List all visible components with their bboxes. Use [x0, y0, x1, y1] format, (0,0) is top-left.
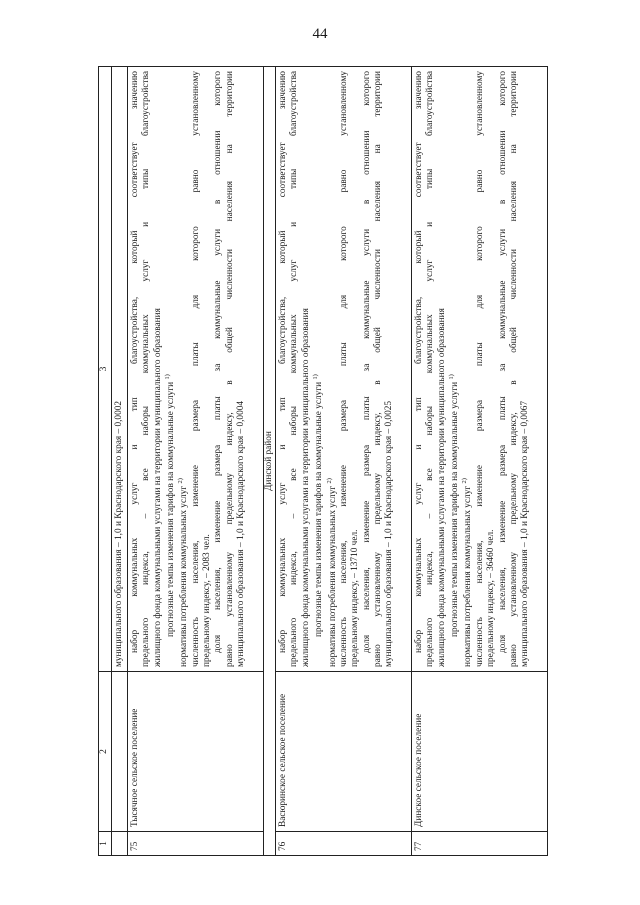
header-col-1: 1	[99, 832, 112, 856]
description-line: предельного индекса, – все наборы коммунальных услуг и типы благоустройства	[425, 71, 436, 667]
rotated-table-frame	[98, 66, 548, 856]
description-line: нормативы потребления коммунальных услуг $^{2)}$	[461, 478, 474, 667]
row-number: 75	[127, 832, 263, 856]
description-line: равно установленному предельному индексу, в общей численности населения на территории	[372, 71, 383, 667]
header-row	[99, 67, 112, 856]
description-line: жилищного фонда коммунальными услугами на территории муниципального образования	[152, 308, 163, 667]
description-line: прогнозные темпы изменения тарифов на коммунальные услуги $^{1)}$	[312, 374, 325, 637]
row-description	[127, 67, 263, 672]
continuation-text: муниципального образования – 1,0 и Краснодарского края – 0,0002	[111, 67, 127, 672]
description-line: численность населения, изменение размера платы для которого равно установленному	[474, 71, 485, 667]
district-title: Динской район	[263, 67, 275, 856]
description-line: численность населения, изменение размера платы для которого равно установленному	[338, 71, 349, 667]
settlement-name: Тысячное сельское поселение	[127, 672, 263, 832]
description-line: муниципального образования – 1,0 и Краснодарского края – 0,0025	[384, 400, 395, 667]
description-line: муниципального образования – 1,0 и Краснодарского края – 0,0004	[236, 400, 247, 667]
description-line: набор коммунальных услуг и тип благоустройства, который соответствует значению	[129, 71, 140, 653]
description-line: предельного индекса, – все наборы коммунальных услуг и типы благоустройства	[141, 71, 152, 667]
description-line: доля населения, изменение размера платы за коммунальные услуги в отношении которого	[361, 71, 372, 653]
table-row	[276, 67, 412, 856]
header-col-3: 3	[99, 67, 112, 672]
data-table	[98, 66, 548, 856]
description-line: жилищного фонда коммунальными услугами на территории муниципального образования	[436, 308, 447, 667]
table-row	[412, 67, 548, 856]
description-line: набор коммунальных услуг и тип благоустройства, который соответствует значению	[414, 71, 425, 653]
description-line: прогнозные темпы изменения тарифов на коммунальные услуги $^{1)}$	[163, 374, 176, 637]
description-line: нормативы потребления коммунальных услуг $^{2)}$	[177, 478, 190, 667]
description-line: доля населения, изменение размера платы за коммунальные услуги в отношении которого	[213, 71, 224, 653]
table-row	[127, 67, 263, 856]
row-number: 77	[412, 832, 548, 856]
description-line: набор коммунальных услуг и тип благоустройства, который соответствует значению	[278, 71, 289, 653]
continuation-row	[111, 67, 127, 856]
description-line: равно установленному предельному индексу, в общей численности населения на территории	[508, 71, 519, 667]
description-line: предельному индексу, – 2083 чел.	[202, 534, 213, 667]
continuation-num-cell	[111, 832, 127, 856]
header-col-2: 2	[99, 672, 112, 832]
row-number: 76	[276, 832, 412, 856]
row-description	[276, 67, 412, 672]
description-line: предельного индекса, – все наборы коммунальных услуг и типы благоустройства	[289, 71, 300, 667]
description-line: равно установленному предельному индексу, в общей численности населения на территории	[224, 71, 235, 667]
description-line: нормативы потребления коммунальных услуг $^{2)}$	[325, 478, 338, 667]
continuation-name-cell	[111, 672, 127, 832]
page-number: 44	[312, 26, 328, 42]
description-line: жилищного фонда коммунальными услугами на территории муниципального образования	[300, 308, 311, 667]
rotated-page-content	[98, 66, 548, 856]
description-line: муниципального образования – 1,0 и Краснодарского края – 0,0067	[520, 400, 531, 667]
description-line: численность населения, изменение размера платы для которого равно установленному	[190, 71, 201, 667]
district-row	[263, 67, 275, 856]
settlement-name: Динское сельское поселение	[412, 672, 548, 832]
settlement-name: Васюринское сельское поселение	[276, 672, 412, 832]
row-description	[412, 67, 548, 672]
description-line: прогнозные темпы изменения тарифов на коммунальные услуги $^{1)}$	[448, 374, 461, 637]
description-line: доля населения, изменение размера платы за коммунальные услуги в отношении которого	[497, 71, 508, 653]
description-line: предельному индексу, – 36460 чел.	[486, 529, 497, 667]
description-line: предельному индексу, – 13710 чел.	[350, 529, 361, 667]
